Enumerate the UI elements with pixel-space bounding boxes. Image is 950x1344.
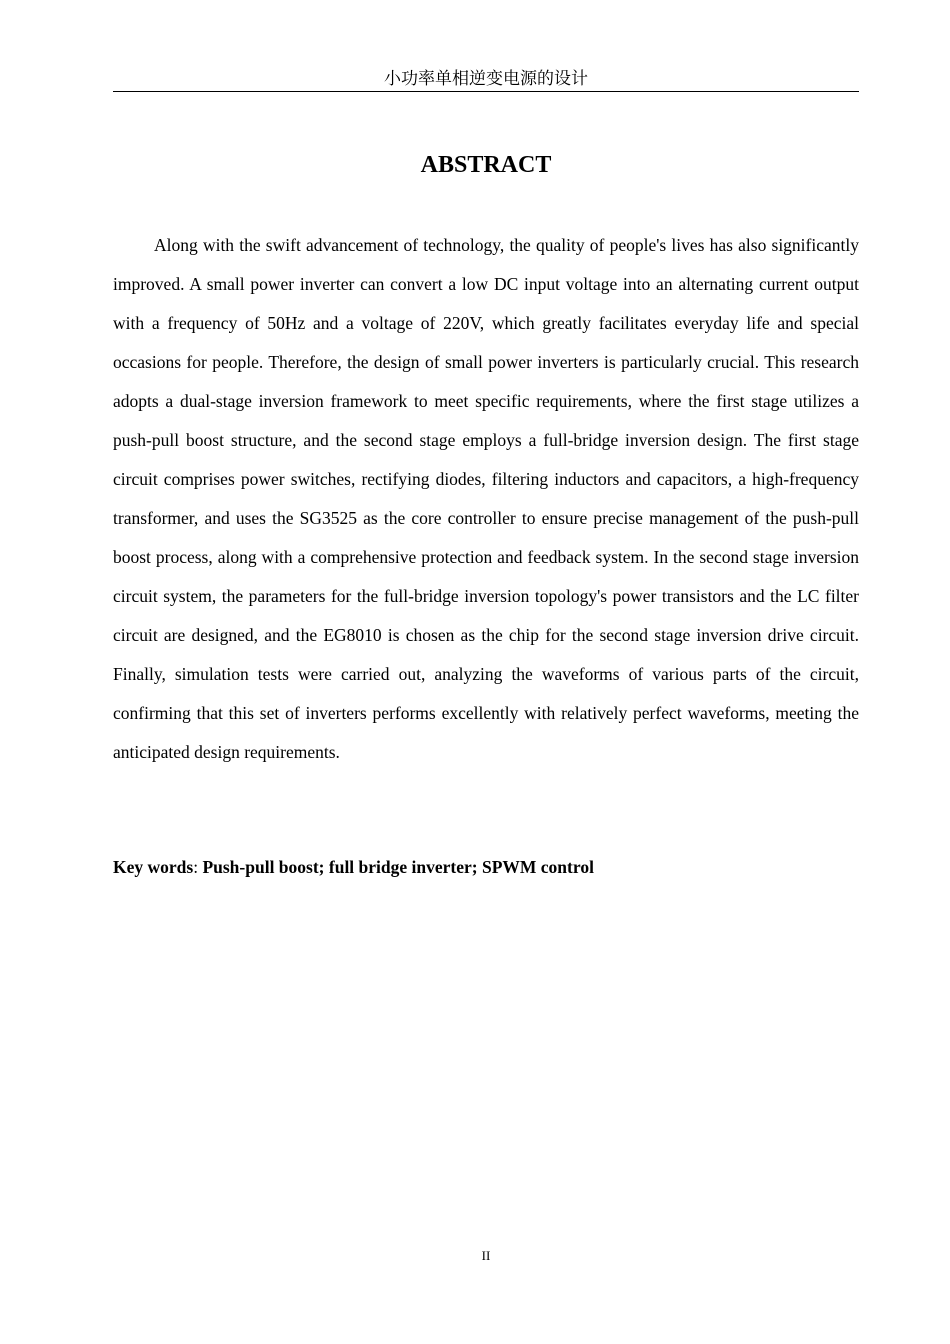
keywords-separator: : <box>193 857 203 877</box>
keywords-label: Key words <box>113 857 194 877</box>
page-number: II <box>481 1248 491 1263</box>
keywords-line <box>113 852 859 882</box>
running-header: 小功率单相逆变电源的设计 <box>113 68 859 92</box>
abstract-body: Along with the swift advancement of technology, the quality of people's lives has also significantly improved. A small power inverter can convert a low DC input voltage into an alternating current output with a frequency of 50Hz and a voltage of 220V, which greatly facilitates everyday life and special occasions for people. Therefore, the design of small power inverters is particularly crucial. This research adopts a dual-stage inversion framework to meet specific requirements, where the first stage utilizes a push-pull boost structure, and the second stage employs a full-bridge inversion design. The first stage circuit comprises power switches, rectifying diodes, filtering inductors and capacitors, a high-frequency transformer, and uses the SG3525 as the core controller to ensure precise management of the push-pull boost process, along with a comprehensive protection and feedback system. In the second stage inversion circuit system, the parameters for the full-bridge inversion topology's power transistors and the LC filter circuit are designed, and the EG8010 is chosen as the chip for the second stage inversion drive circuit. Finally, simulation tests were carried out, analyzing the waveforms of various parts of the circuit, confirming that this set of inverters performs excellently with relatively perfect waveforms, meeting the anticipated design requirements. <box>113 235 859 762</box>
keywords-list: Push-pull boost; full bridge inverter; SPWM control <box>202 857 594 877</box>
abstract-heading: ABSTRACT <box>420 152 552 178</box>
